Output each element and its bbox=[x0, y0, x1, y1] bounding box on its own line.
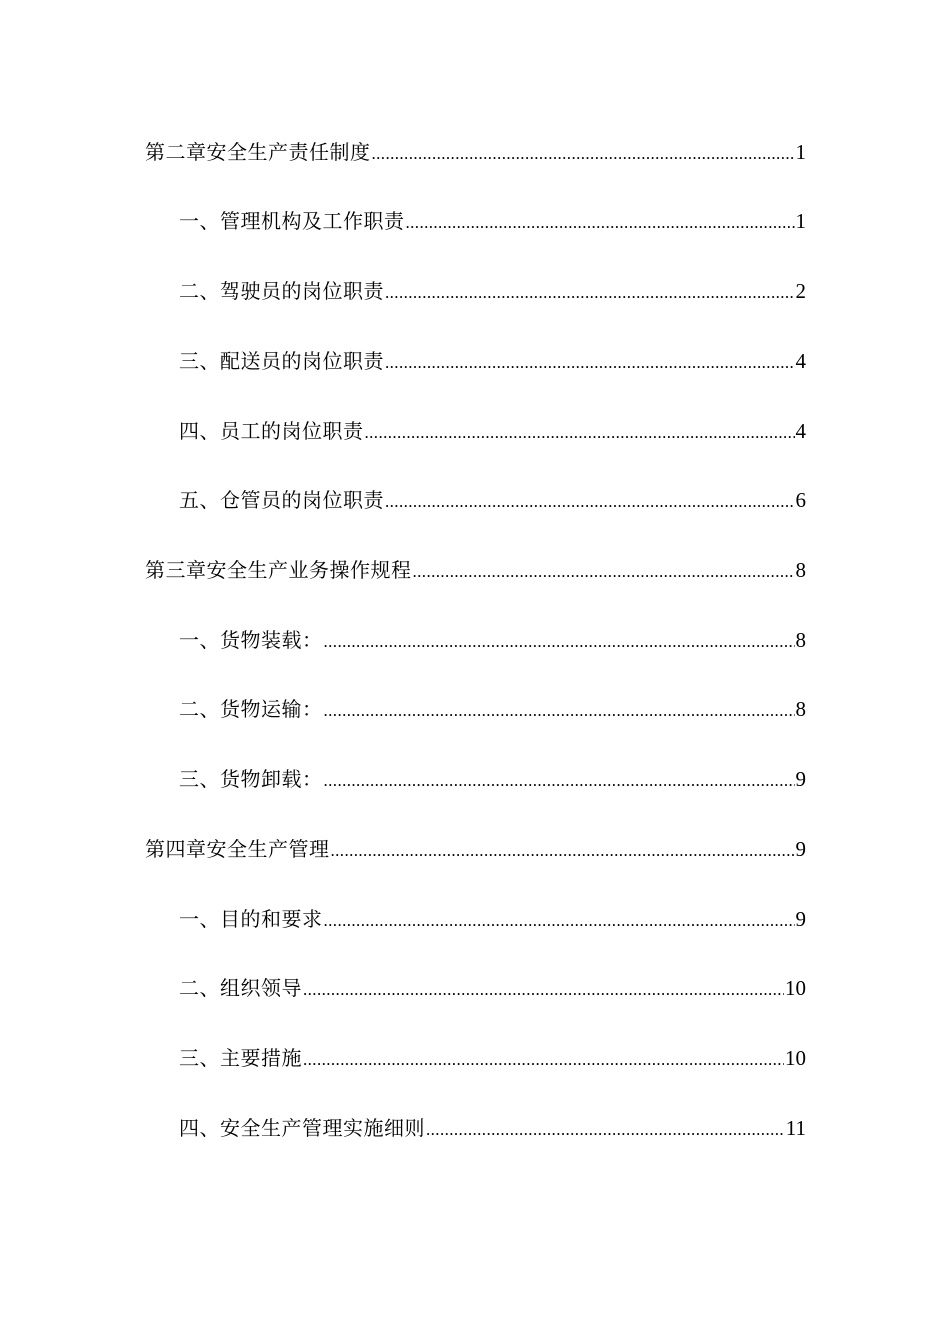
toc-entry-section[interactable] bbox=[179, 973, 806, 1003]
dot-leader bbox=[413, 557, 795, 587]
dot-leader bbox=[324, 906, 795, 936]
toc-page-number: 4 bbox=[795, 349, 806, 373]
toc-entry-title: 一、管理机构及工作职责 bbox=[179, 209, 405, 233]
toc-page-number: 8 bbox=[795, 558, 806, 582]
toc-entry-title: 第三章安全生产业务操作规程 bbox=[145, 558, 412, 582]
toc-entry-chapter-3[interactable] bbox=[145, 555, 806, 585]
toc-entry-title: 一、货物装载： bbox=[179, 628, 323, 652]
toc-entry-section[interactable] bbox=[179, 485, 806, 515]
toc-entry-title: 二、组织领导 bbox=[179, 976, 302, 1000]
toc-page-number: 11 bbox=[785, 1116, 806, 1140]
toc-entry-section[interactable] bbox=[179, 346, 806, 376]
dot-leader bbox=[303, 975, 784, 1005]
toc-page-number: 8 bbox=[795, 697, 806, 721]
dot-leader bbox=[406, 208, 795, 238]
toc-entry-title: 三、配送员的岗位职责 bbox=[179, 349, 384, 373]
toc-entry-title: 第四章安全生产管理 bbox=[145, 837, 330, 861]
toc-entry-title: 三、主要措施 bbox=[179, 1046, 302, 1070]
toc-page-number: 1 bbox=[795, 140, 806, 164]
toc-entry-title: 五、仓管员的岗位职责 bbox=[179, 488, 384, 512]
toc-page-number: 10 bbox=[785, 976, 806, 1000]
toc-page-number: 8 bbox=[795, 628, 806, 652]
toc-entry-section[interactable] bbox=[179, 206, 806, 236]
toc-page-number: 10 bbox=[785, 1046, 806, 1070]
toc-entry-section[interactable] bbox=[179, 904, 806, 934]
dot-leader bbox=[385, 278, 795, 308]
toc-entry-title: 第二章安全生产责任制度 bbox=[145, 140, 371, 164]
toc-entry-section[interactable] bbox=[179, 625, 806, 655]
toc-page-number: 4 bbox=[795, 419, 806, 443]
dot-leader bbox=[324, 627, 795, 657]
toc-entry-title: 四、安全生产管理实施细则 bbox=[179, 1116, 425, 1140]
toc-page-number: 9 bbox=[795, 767, 806, 791]
toc-entry-title: 一、目的和要求 bbox=[179, 907, 323, 931]
dot-leader bbox=[426, 1115, 785, 1145]
dot-leader bbox=[372, 139, 795, 169]
toc-entry-title: 四、员工的岗位职责 bbox=[179, 419, 364, 443]
dot-leader bbox=[385, 348, 795, 378]
toc-entry-title: 三、货物卸载： bbox=[179, 767, 323, 791]
dot-leader bbox=[385, 487, 795, 517]
toc-page-number: 1 bbox=[795, 209, 806, 233]
toc-entry-chapter-2[interactable] bbox=[145, 137, 806, 167]
toc-entry-section[interactable] bbox=[179, 1113, 806, 1143]
toc-entry-section[interactable] bbox=[179, 276, 806, 306]
toc-entry-section[interactable] bbox=[179, 764, 806, 794]
toc-entry-section[interactable] bbox=[179, 1043, 806, 1073]
dot-leader bbox=[365, 418, 795, 448]
toc-entry-title: 二、货物运输： bbox=[179, 697, 323, 721]
dot-leader bbox=[303, 1045, 784, 1075]
toc-entry-section[interactable] bbox=[179, 694, 806, 724]
toc-entry-section[interactable] bbox=[179, 416, 806, 446]
toc-entry-title: 二、驾驶员的岗位职责 bbox=[179, 279, 384, 303]
dot-leader bbox=[324, 766, 795, 796]
toc-page-number: 6 bbox=[795, 488, 806, 512]
dot-leader bbox=[324, 696, 795, 726]
toc-entry-chapter-4[interactable] bbox=[145, 834, 806, 864]
dot-leader bbox=[331, 836, 795, 866]
toc-page-number: 9 bbox=[795, 907, 806, 931]
toc-page-number: 2 bbox=[795, 279, 806, 303]
toc-page-number: 9 bbox=[795, 837, 806, 861]
